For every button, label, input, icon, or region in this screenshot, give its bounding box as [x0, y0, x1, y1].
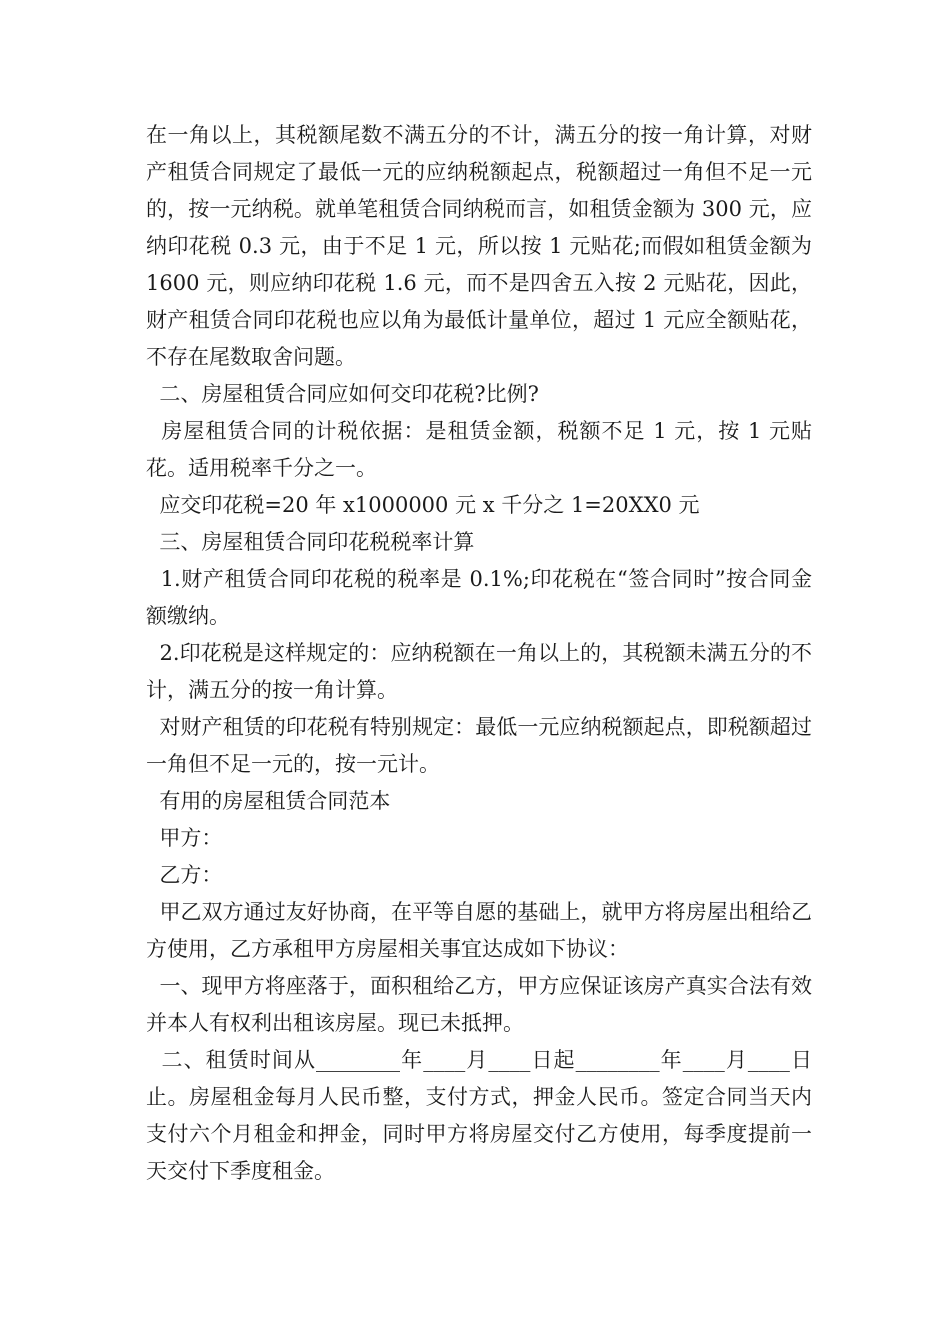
paragraph-tax-formula: 应交印花税=20 年 x1000000 元 x 千分之 1=20XX0 元: [146, 493, 700, 517]
heading-section-three: 三、房屋租赁合同印花税税率计算: [146, 530, 475, 554]
paragraph-special-rule: 对财产租赁的印花税有特别规定：最低一元应纳税额起点，即税额超过一角但不足一元的，按一元计。: [146, 715, 812, 776]
paragraph-agreement-intro: 甲乙双方通过友好协商，在平等自愿的基础上，就甲方将房屋出租给乙方使用，乙方承租甲方房屋相关事宜达成如下协议：: [146, 900, 812, 961]
paragraph-rule-one: 1.财产租赁合同印花税的税率是 0.1%;印花税在“签合同时”按合同金额缴纳。: [146, 567, 813, 628]
paragraph-stamp-tax-rounding: 在一角以上，其税额尾数不满五分的不计，满五分的按一角计算，对财产租赁合同规定了最低一元的应纳税额起点，税额超过一角但不足一元的，按一元纳税。就单笔租赁合同纳税而言，如租赁金额为 300 元，应纳印花税 0.3 元，由于不足 1 元，所以按 1 元贴花;而假如租赁金额为 1600 元，则应纳印花税 1.6 元，而不是四舍五入按 2 元贴花，因此，财产租赁合同印花税也应以角为最低计量单位，超过 1 元应全额贴花，不存在尾数取舍问题。: [146, 123, 819, 369]
clause-two: 二、租赁时间从________年____月____日起________年____月____日止。房屋租金每月人民币整，支付方式，押金人民币。签定合同当天内支付六个月租金和押金，同时甲方将房屋交付乙方使用，每季度提前一天交付下季度租金。: [146, 1048, 812, 1183]
paragraph-rule-two: 2.印花税是这样规定的：应纳税额在一角以上的，其税额未满五分的不计，满五分的按一角计算。: [146, 641, 812, 702]
party-a-line: 甲方：: [146, 826, 223, 850]
heading-section-two: 二、房屋租赁合同应如何交印花税?比例?: [146, 382, 539, 406]
clause-one: 一、现甲方将座落于，面积租给乙方，甲方应保证该房产真实合法有效并本人有权利出租该房屋。现已未抵押。: [146, 974, 812, 1035]
heading-contract-template: 有用的房屋租赁合同范本: [146, 789, 391, 813]
document-body: [146, 117, 819, 1190]
party-b-line: 乙方：: [146, 863, 223, 887]
paragraph-tax-basis: 房屋租赁合同的计税依据：是租赁金额，税额不足 1 元，按 1 元贴花。适用税率千分之一。: [146, 419, 813, 480]
